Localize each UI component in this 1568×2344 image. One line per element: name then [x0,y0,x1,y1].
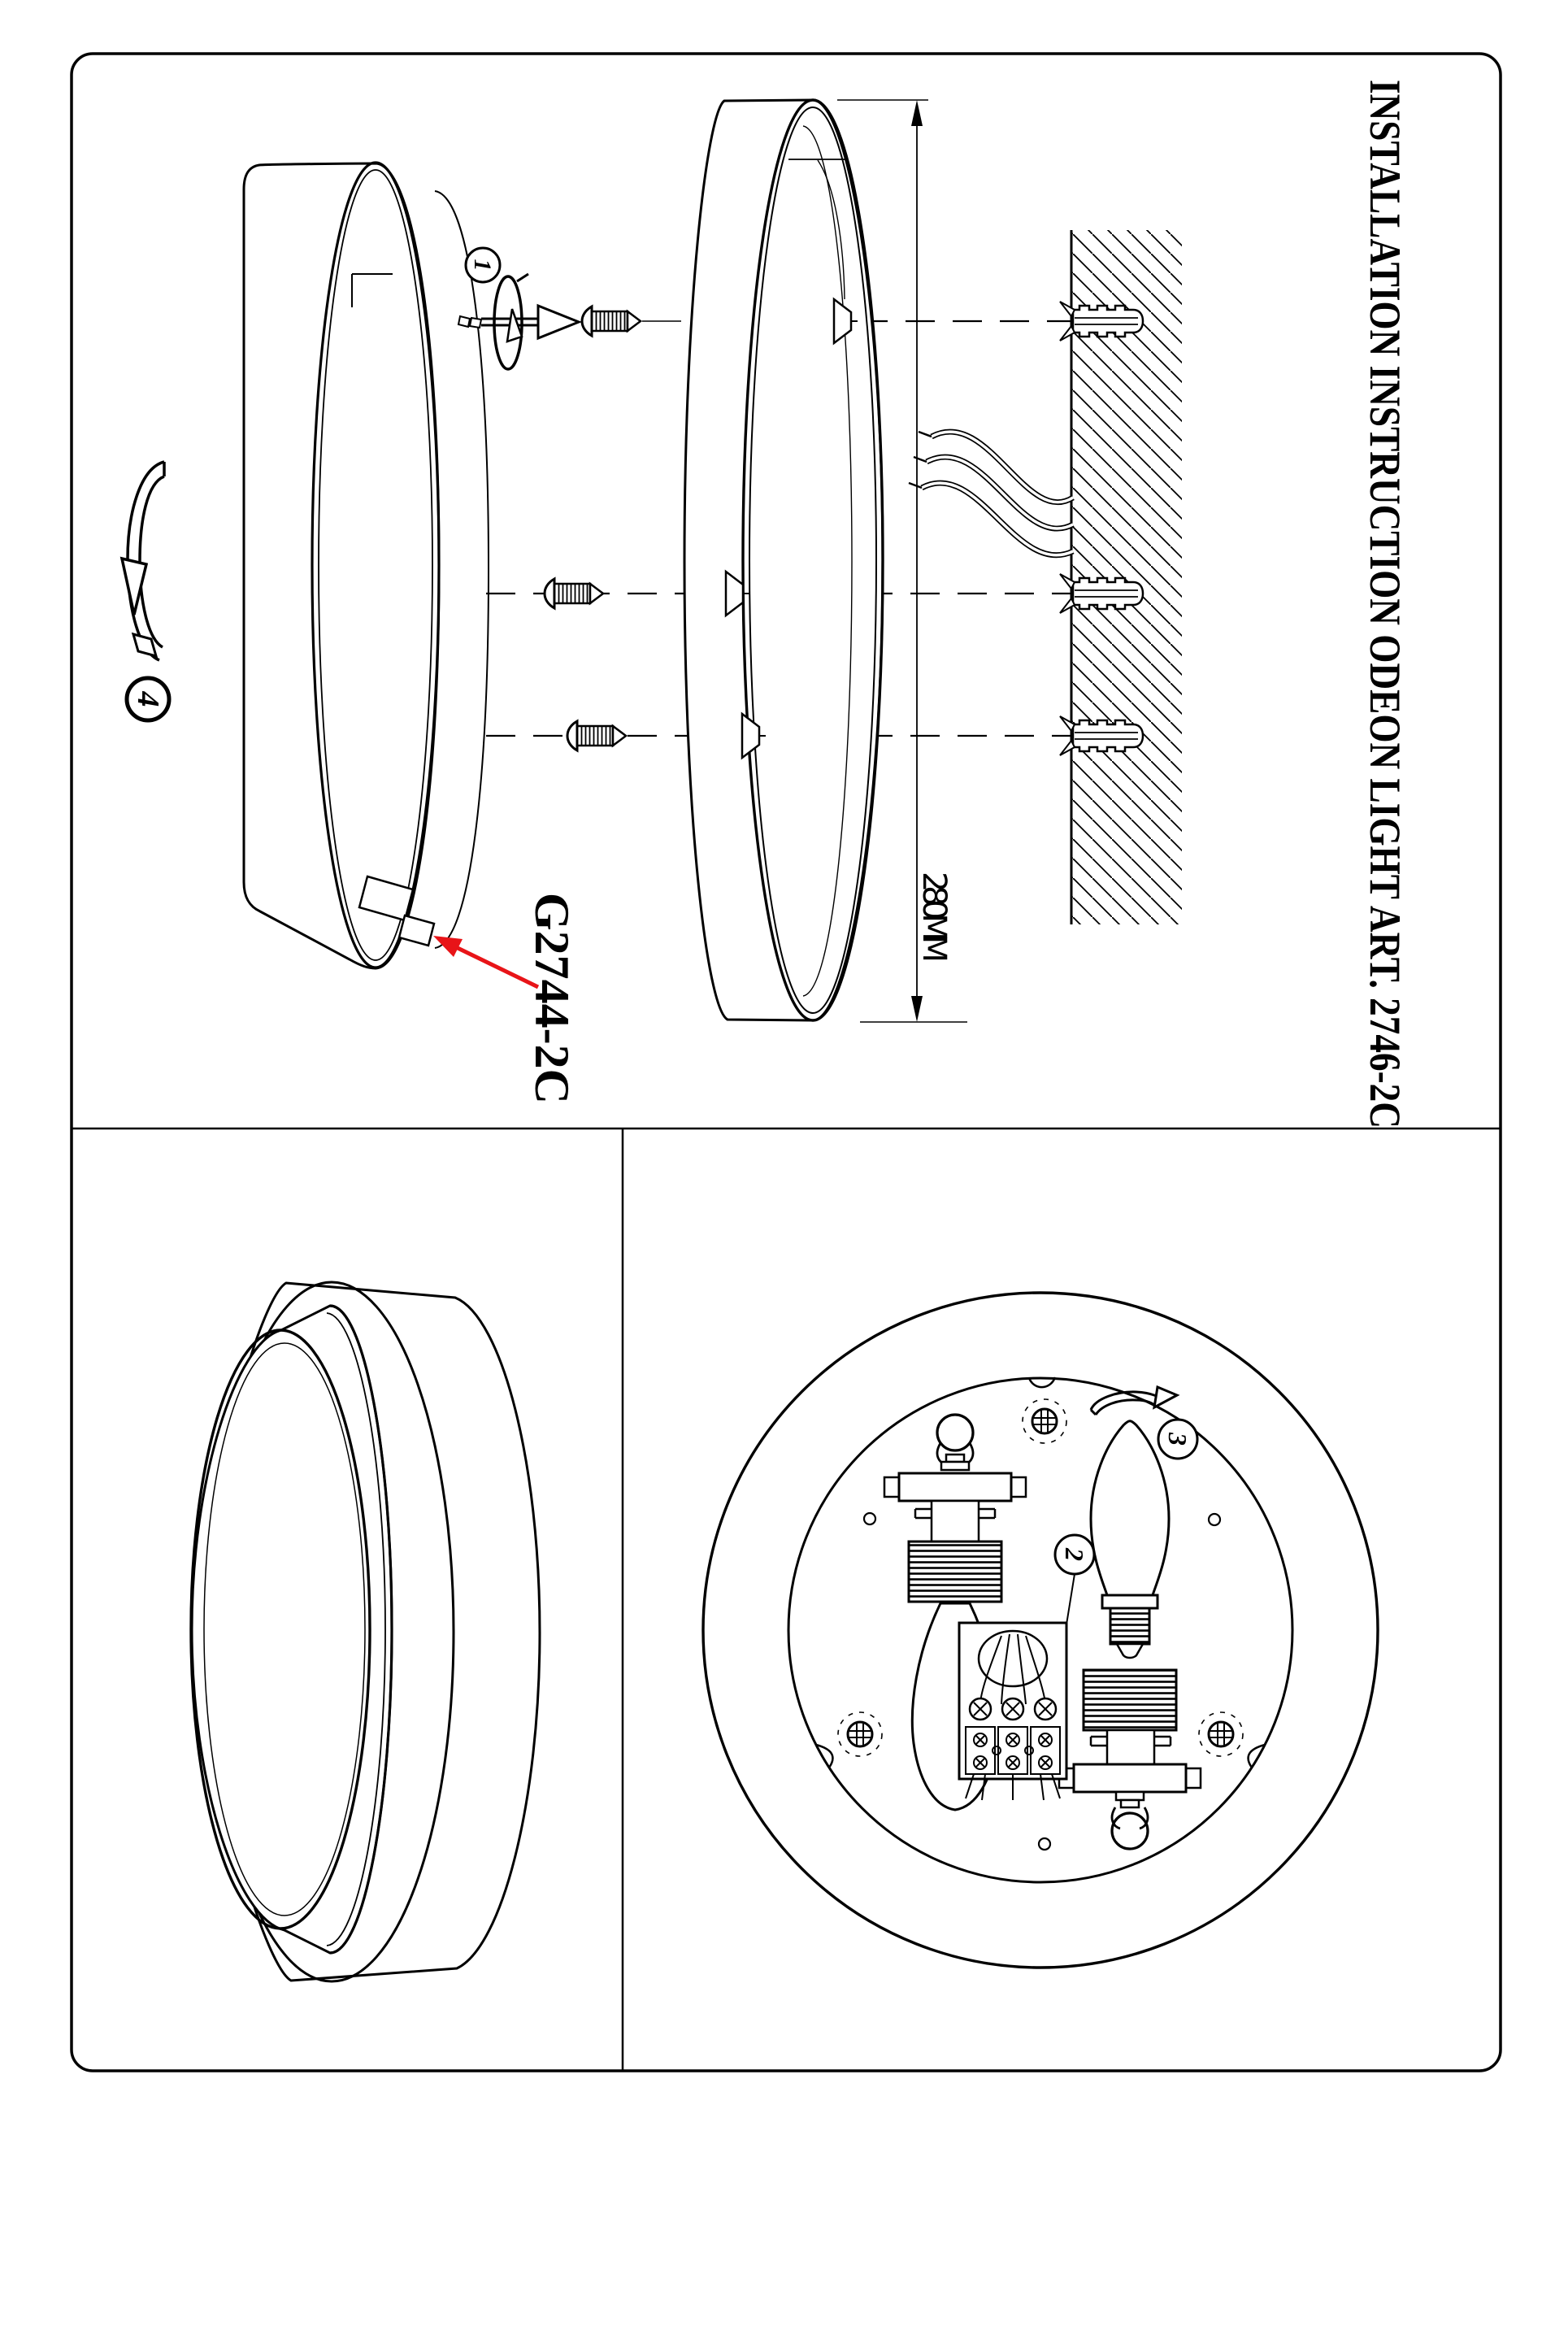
terminal-block [959,1623,1066,1800]
step-3-number: 3 [1163,1433,1192,1446]
wire-connectors [970,1698,1056,1720]
dimension-label: 280MM [915,872,953,963]
bulb-thread-base [1110,1608,1149,1644]
assembled-lamp-view [191,1282,540,1981]
step-3-badge [1158,1420,1197,1459]
socket-threads-right [1084,1670,1176,1730]
base-plate [684,100,883,1020]
step-1-number: 1 [469,259,496,272]
part-label: G2744-2C [525,893,579,1104]
step-1-badge [466,248,500,282]
plate-hole-bottom [1039,1838,1050,1850]
step-4-number: 4 [131,691,165,707]
terminal-strip [966,1727,1060,1774]
plate-hole-right [1209,1514,1220,1525]
socket-threads-left [909,1542,1001,1602]
installation-title: INSTALLATION INSTRUCTION ODEON LIGHT ART. 2746-2C [1361,80,1409,1332]
step-2-number: 2 [1060,1548,1089,1561]
plate-hole-left [864,1513,875,1524]
step-4-badge [127,678,169,720]
